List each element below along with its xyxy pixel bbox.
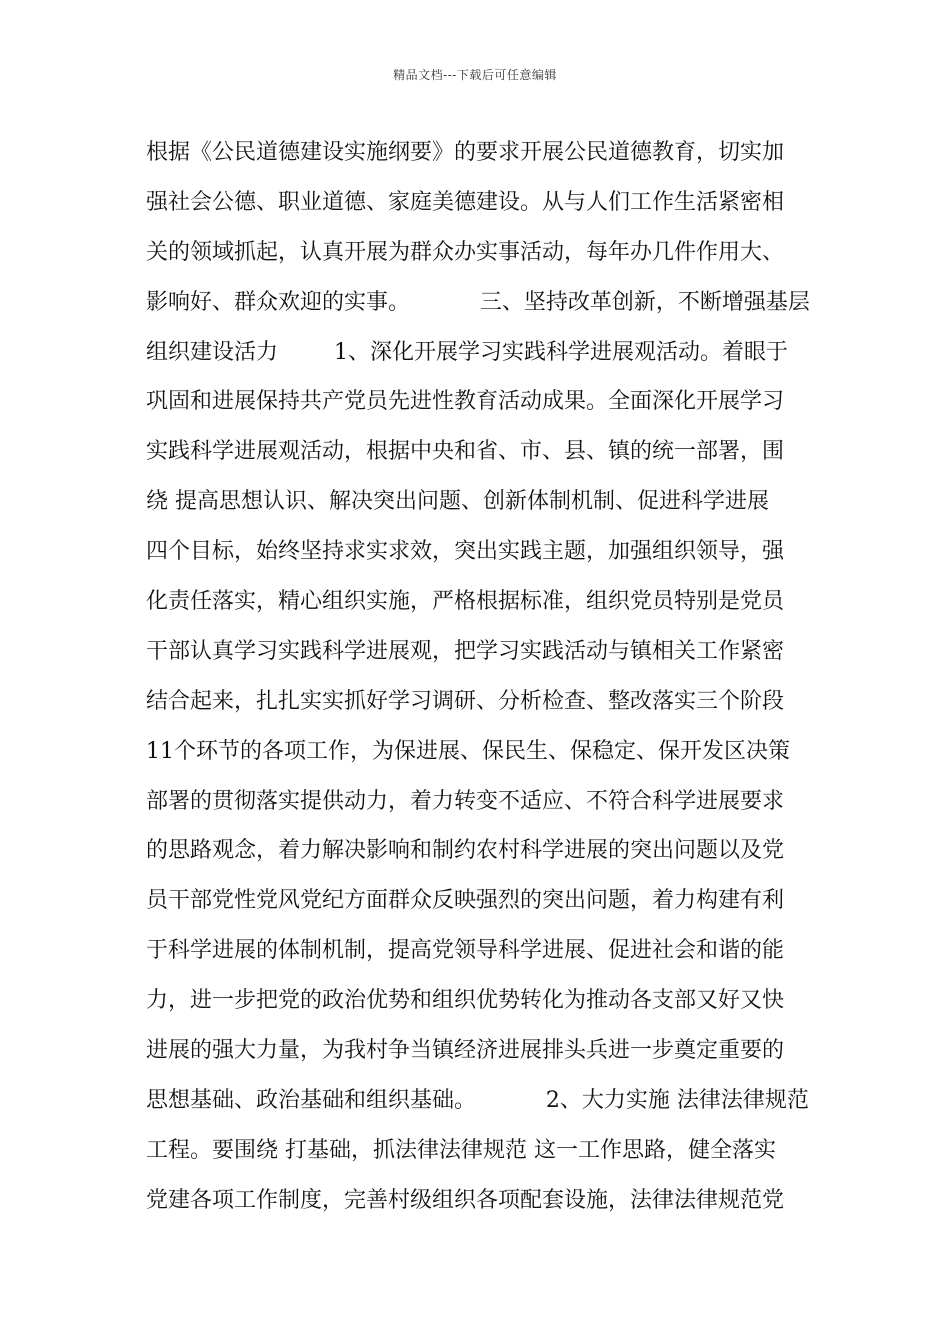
text-line: 于科学进展的体制机制，提高党领导科学进展、促进社会和谐的能: [146, 938, 785, 964]
text-line: 化责任落实，精心组织实施，严格根据标准，组织党员特别是党员: [146, 589, 785, 615]
text-line: 根据《公民道德建设实施纲要》的要求开展公民道德教育，切实加: [146, 140, 785, 165]
text-line: 的思路观念，着力解决影响和制约农村科学进展的突出问题以及党: [146, 838, 785, 864]
text-line: 影响好、群众欢迎的实事。 三、坚持改革创新，不断增强基层: [146, 289, 810, 315]
text-line: 党建各项工作制度，完善村级组织各项配套设施，法律法律规范党: [146, 1187, 785, 1213]
text-line: 11个环节的各项工作，为保进展、保民生、保稳定、保开发区决策: [146, 738, 790, 764]
text-line: 强社会公德、职业道德、家庭美德建设。从与人们工作生活紧密相: [146, 189, 785, 215]
text-line: 四个目标，始终坚持求实求效，突出实践主题，加强组织领导，强: [146, 539, 785, 565]
text-line: 思想基础、政治基础和组织基础。 2、大力实施 法律法律规范: [146, 1087, 809, 1113]
text-line: 关的领域抓起，认真开展为群众办实事活动，每年办几件作用大、: [146, 239, 785, 265]
text-line: 组织建设活力 1、深化开展学习实践科学进展观活动。着眼于: [146, 339, 788, 365]
text-line: 工程。要围绕 打基础，抓法律法律规范 这一工作思路，健全落实: [146, 1137, 776, 1163]
text-line: 绕 提高思想认识、解决突出问题、创新体制机制、促进科学进展: [146, 489, 769, 515]
text-line: 实践科学进展观活动，根据中央和省、市、县、镇的统一部署，围: [146, 439, 785, 465]
page-header: 精品文档---下载后可任意编辑: [393, 68, 557, 82]
body-text: [146, 132, 816, 1230]
text-line: 力，进一步把党的政治优势和组织优势转化为推动各支部又好又快: [146, 988, 785, 1014]
text-line: 员干部党性党风党纪方面群众反映强烈的突出问题，着力构建有利: [146, 888, 785, 914]
text-line: 部署的贯彻落实提供动力，着力转变不适应、不符合科学进展要求: [146, 788, 785, 814]
text-line: 结合起来，扎扎实实抓好学习调研、分析检查、整改落实三个阶段: [146, 688, 785, 714]
text-line: 干部认真学习实践科学进展观，把学习实践活动与镇相关工作紧密: [146, 638, 785, 664]
text-line: 巩固和进展保持共产党员先进性教育活动成果。全面深化开展学习: [146, 389, 785, 415]
text-line: 进展的强大力量，为我村争当镇经济进展排头兵进一步奠定重要的: [146, 1038, 785, 1064]
